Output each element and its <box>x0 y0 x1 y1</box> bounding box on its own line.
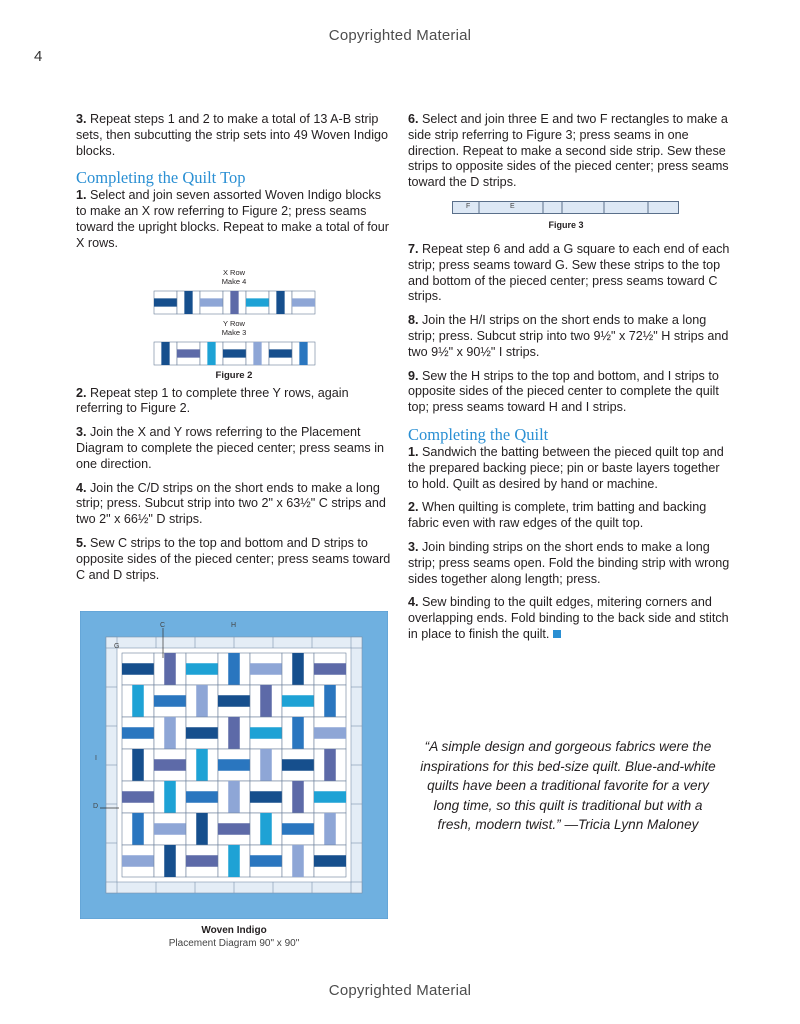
woven-bar <box>314 727 346 739</box>
woven-bar <box>250 727 282 739</box>
woven-bar <box>250 791 282 803</box>
step-text: Join the C/D strips on the short ends to make a long strip; press. Subcut strip into two 2" x 63½" C strips and two 2" x 66½" D strips. <box>76 480 386 527</box>
woven-bar <box>154 695 186 707</box>
woven-bar <box>218 823 250 835</box>
woven-bar <box>282 695 314 707</box>
woven-bar <box>122 663 154 675</box>
step-number: 2. <box>408 500 419 515</box>
woven-bar <box>282 759 314 771</box>
woven-bar <box>292 653 304 685</box>
woven-bar <box>314 855 346 867</box>
woven-bar <box>196 685 208 717</box>
woven-bar <box>292 298 315 306</box>
woven-bar <box>292 845 304 877</box>
copyright-watermark-top: Copyrighted Material <box>328 27 472 44</box>
figure-2-x-row <box>153 289 317 317</box>
step-number: 5. <box>76 535 87 550</box>
designer-quote <box>418 737 718 835</box>
woven-bar <box>186 727 218 739</box>
woven-bar <box>154 823 186 835</box>
step-text: Repeat step 6 and add a G square to each end of each strip; press seams toward G. Sew these strips to the top and bottom of the pieced center; press seams toward C strips. <box>408 241 730 304</box>
step-text: Join the H/I strips on the short ends to make a long strip; press. Subcut strip into two 9½" x 72½" H strips and two 9½" x 90½" I strips. <box>408 313 729 359</box>
step-text: Sandwich the batting between the pieced quilt top and the prepared backing piece; pin or baste layers together to hold. Quilt as desired by hand or machine. <box>408 444 724 491</box>
woven-bar <box>132 749 144 781</box>
woven-bar <box>164 781 176 813</box>
x-row-label: X Row <box>222 268 246 277</box>
woven-bar <box>230 291 238 314</box>
woven-bar <box>200 298 223 306</box>
woven-bar <box>250 855 282 867</box>
step-8-paragraph <box>408 313 730 360</box>
x-row-make-label: Make 4 <box>221 277 247 286</box>
step-text: Join binding strips on the short ends to make a long strip; press seams open. Fold the binding strip with wrong sides together along length; press. <box>408 539 730 586</box>
right-column <box>408 112 730 651</box>
label-i: I <box>95 755 97 762</box>
step-3b-paragraph <box>76 425 392 472</box>
step-text: Repeat steps 1 and 2 to make a total of 13 A-B strip sets, then subcutting the strip sets into 49 Woven Indigo blocks. <box>76 112 388 158</box>
step-text: Sew binding to the quilt edges, mitering corners and overlapping ends. Fold binding to the back side and stitch in place to finish the quilt. <box>408 595 729 641</box>
woven-bar <box>282 823 314 835</box>
woven-bar <box>184 291 192 314</box>
woven-bar <box>196 813 208 845</box>
woven-bar <box>164 717 176 749</box>
figure-3-strip <box>452 201 680 215</box>
step-number: 2. <box>76 385 87 400</box>
page-number: 4 <box>34 48 43 65</box>
woven-bar <box>132 685 144 717</box>
woven-bar <box>228 781 240 813</box>
woven-bar <box>260 813 272 845</box>
copyright-watermark-bottom: Copyrighted Material <box>328 982 472 999</box>
finish-step-4-paragraph <box>408 595 730 642</box>
step-number: 3. <box>76 425 87 440</box>
figure-2-y-row <box>153 340 317 368</box>
woven-bar <box>161 342 169 365</box>
step-number: 4. <box>76 480 87 495</box>
figure-3-label-f: F <box>466 203 471 210</box>
woven-bar <box>186 855 218 867</box>
y-row-label: Y Row <box>223 319 245 328</box>
step-text: Select and join seven assorted Woven Indigo blocks to make an X row referring to Figure 2; press seams toward the upright blocks. Repeat to make a total of four X rows. <box>76 188 389 250</box>
end-mark-icon <box>553 630 561 638</box>
label-d: D <box>93 803 99 810</box>
step-3-paragraph <box>76 112 392 159</box>
step-4-paragraph <box>76 481 392 528</box>
label-g: G <box>114 643 120 650</box>
corner-square-g <box>351 637 362 648</box>
section-heading-quilt: Completing the Quilt <box>408 424 549 444</box>
step-text: Join the X and Y rows referring to the Placement Diagram to complete the pieced center; press seams in one direction. <box>76 425 384 471</box>
quote-text: “A simple design and gorgeous fabrics were the inspirations for this bed-size quilt. Blue-and-white quilts have been a traditional favorite for a very long time, so this quilt is traditional but with a fresh, modern twist.” <box>420 739 716 833</box>
figure-2-caption: Figure 2 <box>215 370 253 381</box>
section-heading-quilt-top: Completing the Quilt Top <box>76 168 246 188</box>
label-h: H <box>231 622 237 629</box>
woven-bar <box>218 695 250 707</box>
woven-bar <box>223 349 246 357</box>
woven-bar <box>260 749 272 781</box>
woven-bar <box>154 298 177 306</box>
woven-bar <box>207 342 215 365</box>
woven-bar <box>228 653 240 685</box>
finish-step-2-paragraph <box>408 500 730 532</box>
woven-bar <box>186 791 218 803</box>
step-number: 4. <box>408 595 419 610</box>
woven-bar <box>177 349 200 357</box>
woven-bar <box>324 685 336 717</box>
woven-bar <box>164 653 176 685</box>
woven-bar <box>228 845 240 877</box>
woven-bar <box>250 663 282 675</box>
woven-bar <box>292 717 304 749</box>
woven-bar <box>218 759 250 771</box>
corner-square-g <box>351 882 362 893</box>
woven-bar <box>132 813 144 845</box>
step-6-paragraph <box>408 112 730 191</box>
woven-bar <box>122 791 154 803</box>
woven-bar <box>253 342 261 365</box>
step-text: Repeat step 1 to complete three Y rows, again referring to Figure 2. <box>76 385 349 416</box>
finish-step-3-paragraph <box>408 540 730 587</box>
label-c: C <box>160 622 166 629</box>
woven-bar <box>292 781 304 813</box>
woven-bar <box>324 813 336 845</box>
step-text: Select and join three E and two F rectangles to make a side strip referring to Figure 3; press seams in one direction. Repeat to make a second side strip. Sew these strips to opposite sides of the pieced center; press seams toward the D strips. <box>408 112 729 190</box>
figure-3-label-e: E <box>510 203 515 210</box>
placement-diagram <box>80 611 388 919</box>
diagram-title: Woven Indigo <box>201 925 267 936</box>
figure-3-caption: Figure 3 <box>548 220 584 230</box>
diagram-subtitle: Placement Diagram 90" x 90" <box>168 938 300 949</box>
woven-bar <box>299 342 307 365</box>
step-number: 1. <box>408 444 419 459</box>
step-number: 6. <box>408 112 419 126</box>
step-number: 3. <box>408 539 419 554</box>
corner-square-g <box>106 882 117 893</box>
step-number: 8. <box>408 313 419 328</box>
step-text: Sew the H strips to the top and bottom, and I strips to opposite sides of the pieced center to complete the quilt top; press seams toward H and I strips. <box>408 368 719 415</box>
woven-bar <box>122 855 154 867</box>
quote-author: —Tricia Lynn Maloney <box>560 817 699 833</box>
step-text: Sew C strips to the top and bottom and D strips to opposite sides of the pieced center; press seams toward C and D strips. <box>76 535 391 582</box>
woven-bar <box>246 298 269 306</box>
step-number: 3. <box>76 112 87 126</box>
y-row-make-label: Make 3 <box>221 328 247 337</box>
woven-bar <box>228 717 240 749</box>
woven-bar <box>122 727 154 739</box>
woven-bar <box>276 291 284 314</box>
woven-bar <box>186 663 218 675</box>
step-2-paragraph <box>76 386 392 418</box>
step-number: 1. <box>76 188 87 203</box>
step-number: 7. <box>408 241 419 256</box>
woven-bar <box>154 759 186 771</box>
woven-bar <box>314 791 346 803</box>
step-5-paragraph <box>76 536 392 583</box>
woven-bar <box>164 845 176 877</box>
step-9-paragraph <box>408 369 730 416</box>
woven-bar <box>269 349 292 357</box>
step-number: 9. <box>408 368 419 383</box>
woven-bar <box>260 685 272 717</box>
step-1-paragraph <box>76 188 392 251</box>
step-7-paragraph <box>408 242 730 305</box>
finish-step-1-paragraph <box>408 445 730 492</box>
step-text: When quilting is complete, trim batting and backing fabric even with raw edges of the quilt top. <box>408 500 707 531</box>
woven-bar <box>196 749 208 781</box>
woven-bar <box>324 749 336 781</box>
woven-bar <box>314 663 346 675</box>
